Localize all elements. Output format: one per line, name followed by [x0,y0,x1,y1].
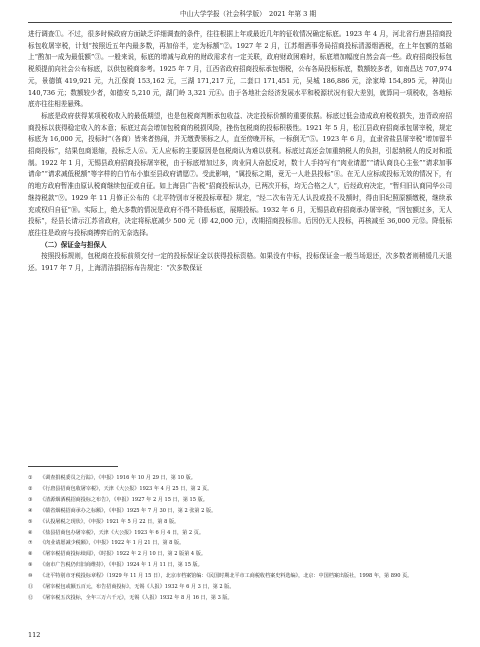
footnote-number: ⑫ [28,594,34,601]
footnote-rule [28,466,118,467]
footnote-number: ③ [28,496,33,503]
footnote-number: ② [28,485,33,492]
main-body [28,29,452,275]
footnote [28,571,452,582]
footnote-text: 《认投屠税之现状》，《申报》1921 年 5 月 22 日，第 8 版。 [40,518,180,525]
footnote [28,495,452,506]
footnote [28,517,452,528]
body-paragraph: 标底是政府获得某项税收收入的最低期望，也是包税商判断承包收益、决定投标价额的重要依据。标底过低会造成政府税收损失，违背政府招商投标以获得稳定收入的本意；标底过高会增加包税商的税损风险，挫伤包税商的投标积极性。1921 年 5 月，松江县政府招商承包屠宰税，规定标底为 16,000 元，投标时“（各商）皆来者热闹，并无缴费领标之人，直至傍晚开标，一标倒无”⑤。1923 年 6 月，直隶省盐县屠宰税“增加留半招商投标”，结果包商退缩，投标乏人⑥。无人应标的主要原因是包税商认为难以获利。标底过高还会加重纳税人的负担，引起纳税人的反对和抵制。1922 年 1 月，无锡县政府招商投标屠宰税，由于标底增加过多，肉业同人奋起反对，数十人手持写有“肉业请愿”“请认商良心主张”“请求加事请命”“请求减低税额”等字样的白竹布小旗至县政府请愿⑦。受此影响，“属投标之期，竟无一人赴县投标”⑧。在无人应标或投标无效的情况下，有的地方政府暂准由原认税商继续包征或自征。如上海县广告税“招商投标认办，已两次开标，均无合格之人”，后经政府决定，“暂归旧认商同华公司继持税款”⑨。1929 年 11 月修正公布的《北平特别市牙税投标章程》规定，“经二次布告无人认投或投不及额时，得由旧纪照原额缴税，继续承充或权归自征”⑩。实际上，绝大多数的情况是政府不得不降低标底，展期投标。1932 年 6 月，无锡县政府招商承办屠宰税，“因包额过多，无人投标”，经县长请示江苏省政府，决定将标底减少 500 元（即 42,000 元），改期招商投标⑪。后因仍无人投标，再核减至 36,000 元⑫。降低标底往往是政府与投标商搏弈后的无奈选择。 [28,111,452,237]
footnote-number: ⑪ [28,584,34,591]
footnote-number: ⑥ [28,529,33,536]
footnote-text: 《清源烟酒税招商投标之布告》，《申报》1927 年 2 月 15 日，第 15 版。 [40,496,208,503]
footnote-text: 《调查捐税委员之行踪》，《申报》1916 年 10 月 29 日，第 10 版。 [40,475,196,481]
section-heading: （二）保证金与担保人 [41,240,107,249]
footnote [28,538,452,549]
footnote [28,473,452,484]
footnote [28,560,452,571]
footnote-text: 《行唐县招商包收屠宰税》，天津《大公报》1923 年 4 月 25 日，第 2 页。 [40,485,213,492]
footnotes [28,473,452,604]
footnote-number: ⑦ [28,540,33,547]
footnote-number: ⑩ [28,573,33,580]
footnote [28,582,452,593]
footnote-number: ⑤ [28,518,33,525]
footnote-text: 《屠宰税招商投标续闻》，《时报》1922 年 2 月 10 日，第 2 版第 4 版。 [40,551,206,558]
footnote-number: ⑨ [28,562,33,569]
footnote-text: 《北平特别市牙税投标章程》（1929 年 11 月 15 日），北京市档案馆编：《民国时期北平市工商税收档案史料选编》，北京：中国档案出版社，1998 年，第 890 页。 [40,573,413,580]
footnote [28,506,452,517]
footnote [28,593,452,604]
footnote-text: 《南市广告税仍归旧商维持》，《申报》1924 年 1 月 11 日，第 15 版。 [40,562,203,569]
page-header: 中山大学学报（社会科学版） 2021 年第 3 期 [180,10,317,18]
body-paragraph: 按照投标规则，包税商在投标前须交付一定的投标保证金以获得投标资格。如果没有中标，投标保证金一般当场退还，次多数者则稍缓几天退还。1917 年 7 月，上海清洁捐招标布告规定：“次多数保证 [28,252,452,273]
footnote-number: ④ [28,507,33,514]
footnote-number: ⑧ [28,551,33,558]
footnote-number: ① [28,475,33,481]
footnote [28,484,452,495]
footnote-text: 《肉业请愿减少税额》，《申报》1922 年 1 月 21 日，第 8 版。 [40,540,185,547]
footnote [28,549,452,560]
footnote-text: 《屠宰税五次投标，全年三万六千元》，无锡《人报》1932 年 8 月 16 日，第 3 版。 [40,594,233,601]
page-number: 112 [28,631,41,639]
footnote-text: 《赣省烟税招商承办之标额》，《申报》1925 年 7 月 30 日，第 2 张第 2 版。 [40,507,217,514]
footnote-text: 《盐县招商包办屠宰税》，天津《大公报》1923 年 6 月 4 日，第 2 页。 [40,529,204,536]
footnote [28,528,452,539]
footnote-text: 《屠宰税包或额五百元，布告招商投标》，无锡《人报》1932 年 6 月 3 日，第 2 版。 [40,584,235,591]
body-paragraph: 进行调查①。不过，很多时候政府方面缺乏详细调查的条件，往往根据上年或最近几年的征收情况确定标底。1923 年 4 月，河北省行唐县招商投标包收屠宰税，计划“按照近五年内最多数，再加倍半，定为标额”②。1927 年 2 月，江苏烟酒事务局招商投标清源烟酒税，在上年包额的基础上“酌加一成为最低额”③。一般来说，标底的增减与政府的财政需求有一定关联，政府财政困难时，标底增加幅度自然会高一些。政府招商投标包税须提前向社会公布标底，以供包税商参考。1925 年 7 月，江西省政府招商投标承包烟税，公布各局投标标底，数额较多者，如南昌达 707,974 元，景德镇 419,921 元，九江保商 153,162 元，三湖 171,217 元，二套口 171,451 元，吴城 186,886 元，涂家埠 154,895 元，神岗山 140,736 元；数额较少者，如德安 5,210 元，湖门岭 3,321 元④。由于各地社会经济发展水平和税源状况有很大差别，就算同一项税收，各地标底亦往往相差悬殊。 [28,30,452,109]
header-rule [28,22,452,23]
